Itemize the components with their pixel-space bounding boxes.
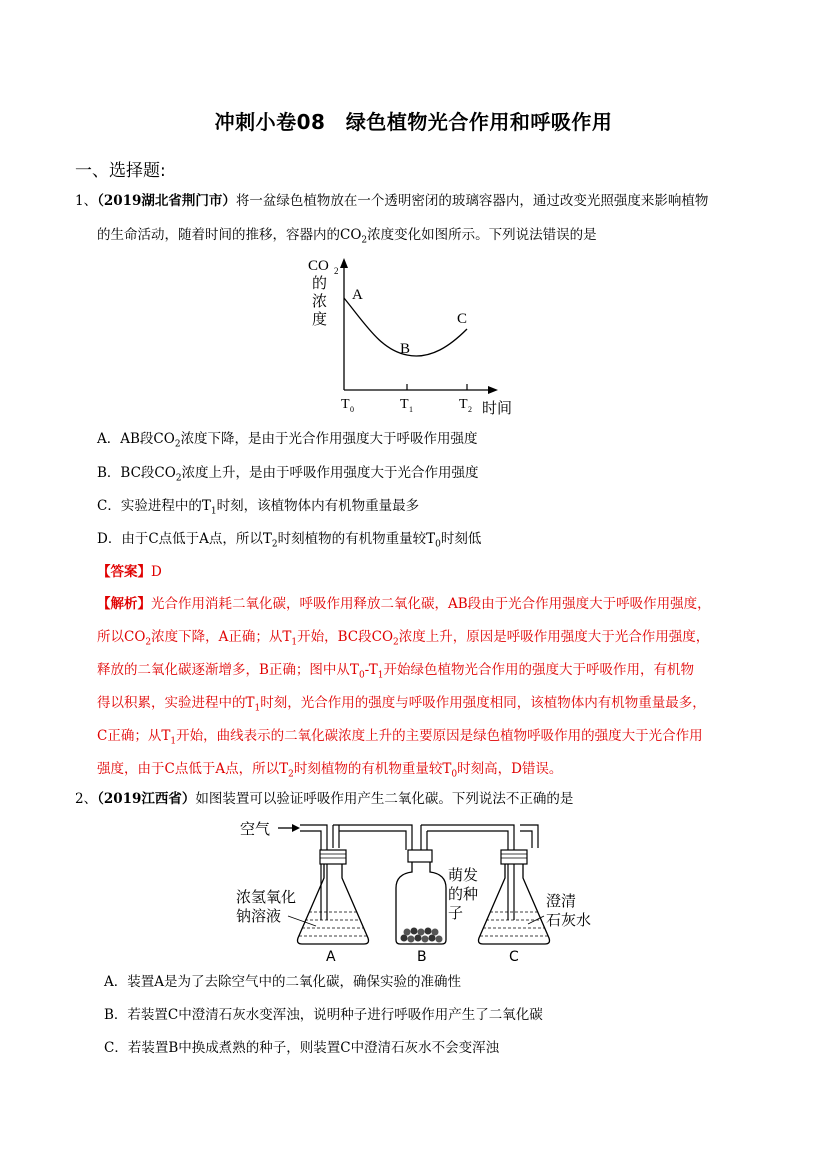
tick-label-t0-sub: 0 xyxy=(350,405,354,414)
analysis-l5b: 开始，曲线表示的二氧化碳浓度上升的主要原因是绿色植物呼吸作用的强度大于光合作用 xyxy=(176,728,703,744)
tick-label-t1: T xyxy=(400,397,409,412)
analysis-l2c: 开始，BC段CO xyxy=(297,629,394,645)
tick-label-t0: T xyxy=(341,397,350,412)
analysis-l5a: C正确；从T xyxy=(97,728,171,744)
naoh-label-2: 钠溶液 xyxy=(236,907,282,925)
point-a: A xyxy=(352,287,363,303)
q1-stem-line2 xyxy=(97,225,597,251)
q1-stem-line2-sub: 2 xyxy=(361,235,368,246)
q2-option-c: C．若装置B中换成煮熟的种子，则装置C中澄清石灰水不会变浑浊 xyxy=(104,1040,500,1056)
ylabel-2: 浓 xyxy=(312,294,328,310)
analysis-l2b: 浓度下降，A正确；从T xyxy=(151,629,292,645)
q1-option-d-sub1: 2 xyxy=(271,539,278,550)
xlabel: 时间 xyxy=(482,401,513,417)
q2-stem-text: 如图装置可以验证呼吸作用产生二氧化碳。下列说法不正确的是 xyxy=(195,791,574,807)
q2-option-a: A．装置A是为了去除空气中的二氧化碳，确保实验的准确性 xyxy=(104,974,461,990)
q1-option-a-sub: 2 xyxy=(174,439,181,450)
air-arrow-head xyxy=(292,824,300,832)
seeds xyxy=(401,928,443,943)
q1-option-b-post: 浓度上升，是由于呼吸作用强度大于光合作用强度 xyxy=(181,465,479,481)
flask-a-stopper xyxy=(320,850,346,864)
analysis-l2d: 浓度上升，原因是呼吸作用强度大于光合作用强度， xyxy=(398,629,710,645)
q1-option-b xyxy=(97,463,479,489)
analysis-l6s2: 0 xyxy=(451,769,458,780)
q1-source: （2019湖北省荆门市） xyxy=(97,193,236,209)
q2-number: 2、 xyxy=(75,791,98,807)
apparatus-figure xyxy=(236,816,606,966)
lime-label-1: 澄清 xyxy=(546,892,577,910)
analysis-l4s: 1 xyxy=(254,703,261,714)
pipe-a-b xyxy=(333,825,412,850)
tick-label-t2-sub: 2 xyxy=(468,405,472,414)
analysis-l2s3: 2 xyxy=(393,637,399,648)
point-b: B xyxy=(400,341,411,357)
lime-label-2: 石灰水 xyxy=(546,911,592,929)
analysis-l3a: 释放的二氧化碳逐渐增多，B正确；图中从T xyxy=(97,662,359,678)
q1-option-b-pre: B．BC段CO xyxy=(97,465,176,481)
q1-option-d xyxy=(97,529,481,555)
q1-option-d-mid: 时刻植物的有机物重量较T xyxy=(277,531,436,547)
naoh-pointer xyxy=(288,916,316,926)
analysis-l2s1: 2 xyxy=(145,637,152,648)
seed-label-1: 萌发 xyxy=(448,866,479,884)
analysis-l3b: -T xyxy=(364,662,378,678)
tick-label-t2: T xyxy=(459,397,468,412)
q1-analysis-line1 xyxy=(97,594,711,614)
analysis-l2a: 所以CO xyxy=(97,629,146,645)
answer-value: D xyxy=(151,564,162,580)
q1-option-c-pre: C．实验进程中的T xyxy=(97,498,211,514)
bottle-b-stopper xyxy=(408,850,432,862)
pipe-inlet xyxy=(300,825,327,920)
q1-option-d-post: 时刻低 xyxy=(440,531,482,547)
label-c: C xyxy=(509,949,519,965)
analysis-l6s1: 2 xyxy=(288,769,294,780)
ylabel-1: 的 xyxy=(312,276,328,292)
analysis-l6b: 时刻植物的有机物重量较T xyxy=(293,761,452,777)
naoh-label-1: 浓氢氧化 xyxy=(236,888,297,906)
q1-number: 1、 xyxy=(75,193,98,209)
q1-analysis-line2 xyxy=(97,627,709,653)
q2-option-b: B．若装置C中澄清石灰水变浑浊，说明种子进行呼吸作用产生了二氧化碳 xyxy=(104,1007,543,1023)
q2-stem xyxy=(75,789,573,809)
seed-label-3: 子 xyxy=(448,904,464,922)
q1-answer xyxy=(97,562,162,582)
x-axis-arrow xyxy=(488,386,498,394)
q1-option-b-sub: 2 xyxy=(175,473,182,484)
ylabel-3: 度 xyxy=(312,312,328,328)
analysis-l4b: 时刻，光合作用的强度与呼吸作用强度相同，该植物体内有机物重量最多， xyxy=(260,695,706,711)
pipe-outlet xyxy=(520,825,538,848)
analysis-l3s2: 1 xyxy=(377,670,384,681)
analysis-l6c: 时刻高，D错误。 xyxy=(457,761,563,777)
page-title: 冲刺小卷08 绿色植物光合作用和呼吸作用 xyxy=(214,110,613,134)
answer-label: 【答案】 xyxy=(97,564,151,580)
q1-option-a-pre: A．AB段CO xyxy=(97,431,175,447)
q1-stem-line1 xyxy=(75,191,708,211)
air-label: 空气 xyxy=(240,820,271,838)
q1-stem-line2-pre: 的生命活动，随着时间的推移，容器内的CO xyxy=(97,227,362,243)
point-c: C xyxy=(457,311,468,327)
q1-stem-line2-post: 浓度变化如图所示。下列说法错误的是 xyxy=(367,227,597,243)
analysis-l3c: 开始绿色植物光合作用的强度大于呼吸作用，有机物 xyxy=(383,662,694,678)
analysis-l4a: 得以积累，实验进程中的T xyxy=(97,695,255,711)
tick-label-t1-sub: 1 xyxy=(409,405,413,414)
analysis-l3s1: 0 xyxy=(358,670,365,681)
co2-chart xyxy=(296,250,526,420)
y-axis-arrow xyxy=(340,258,348,268)
q1-option-d-pre: D．由于C点低于A点，所以T xyxy=(97,531,272,547)
q1-analysis-line6 xyxy=(97,759,562,785)
ylabel-co: CO xyxy=(308,258,329,274)
label-a: A xyxy=(326,949,336,965)
q1-option-c-post: 时刻，该植物体内有机物重量最多 xyxy=(216,498,420,514)
seed-label-2: 的种 xyxy=(448,885,479,903)
analysis-l2s2: 1 xyxy=(291,637,298,648)
q1-option-d-sub2: 0 xyxy=(435,539,441,550)
analysis-label: 【解析】 xyxy=(97,596,151,612)
flask-c-stopper xyxy=(501,850,527,864)
q1-option-c xyxy=(97,496,419,522)
section-heading: 一、选择题: xyxy=(75,161,166,181)
q2-source: （2019江西省） xyxy=(97,791,196,807)
q1-analysis-line4 xyxy=(97,693,706,719)
analysis-l1: 光合作用消耗二氧化碳，呼吸作用释放二氧化碳，AB段由于光合作用强度大于呼吸作用强度， xyxy=(151,596,711,612)
q1-analysis-line3 xyxy=(97,660,694,686)
q1-analysis-line5 xyxy=(97,726,703,752)
q1-stem-text1: 将一盆绿色植物放在一个透明密闭的玻璃容器内，通过改变光照强度来影响植物 xyxy=(235,193,709,209)
q1-option-c-sub: 1 xyxy=(210,506,217,517)
label-b: B xyxy=(417,949,427,965)
q1-option-a xyxy=(97,429,478,455)
analysis-l5s: 1 xyxy=(170,736,177,747)
flask-a-body xyxy=(298,864,369,944)
q1-option-a-post: 浓度下降，是由于光合作用强度大于呼吸作用强度 xyxy=(180,431,478,447)
ylabel-co-sub: 2 xyxy=(334,266,339,276)
analysis-l6a: 强度，由于C点低于A点，所以T xyxy=(97,761,289,777)
